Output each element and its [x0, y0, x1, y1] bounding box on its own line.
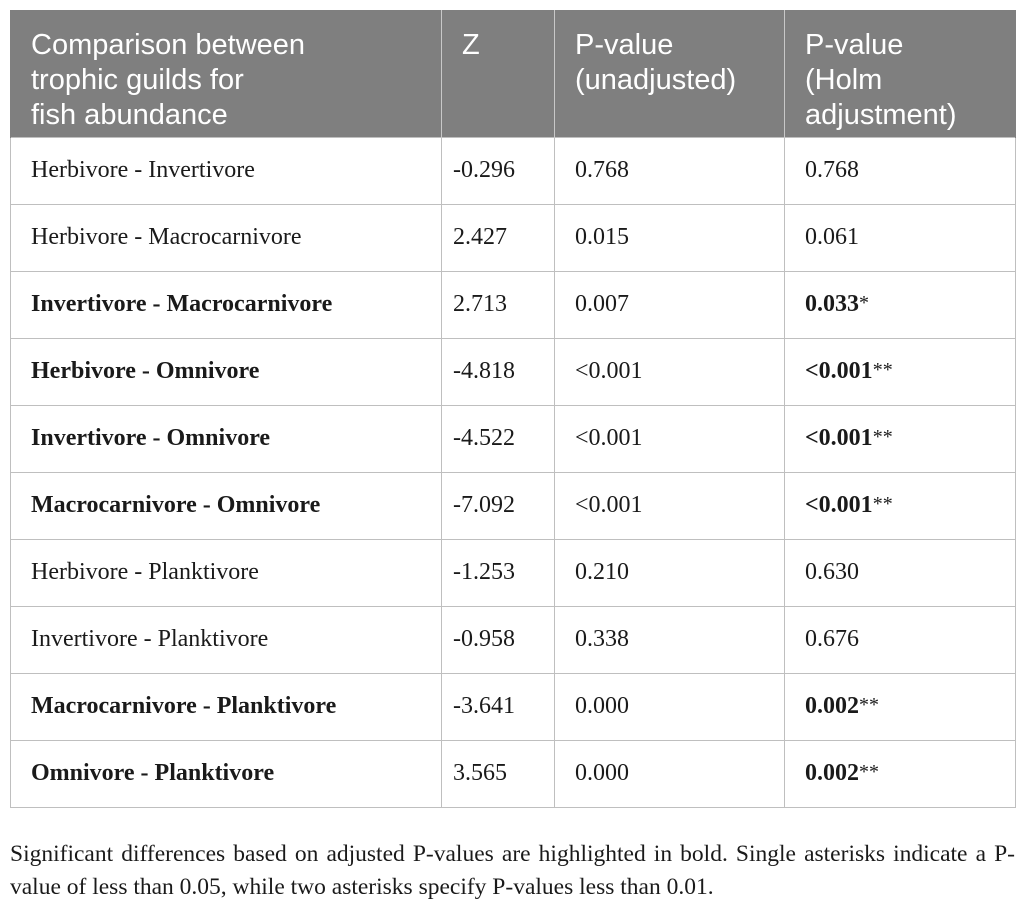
p-holm-value: 0.768 — [805, 157, 859, 183]
header-line: fish abundance — [31, 99, 228, 131]
p-holm-value: 0.676 — [805, 626, 859, 652]
cell-comparison: Invertivore - Macrocarnivore — [11, 271, 442, 338]
p-holm-value: <0.001 — [805, 358, 873, 384]
table-row — [11, 137, 1016, 204]
table-row — [11, 271, 1016, 338]
cell-p-unadjusted: <0.001 — [555, 405, 785, 472]
cell-p-holm — [785, 472, 1016, 539]
header-row — [11, 10, 1016, 137]
p-holm-value: 0.033 — [805, 291, 859, 317]
cell-z: 2.713 — [442, 271, 555, 338]
cell-p-holm — [785, 204, 1016, 271]
table-row — [11, 204, 1016, 271]
significance-asterisks: ** — [872, 493, 893, 515]
cell-comparison: Invertivore - Omnivore — [11, 405, 442, 472]
cell-z: 2.427 — [442, 204, 555, 271]
table-row — [11, 405, 1016, 472]
table-row — [11, 740, 1016, 807]
cell-p-unadjusted: 0.000 — [555, 673, 785, 740]
cell-p-unadjusted: <0.001 — [555, 472, 785, 539]
significance-asterisks: ** — [859, 761, 879, 783]
header-line: P-value — [805, 29, 904, 61]
cell-p-unadjusted: 0.015 — [555, 204, 785, 271]
significance-asterisks: ** — [859, 694, 879, 716]
cell-z: -3.641 — [442, 673, 555, 740]
table-row — [11, 338, 1016, 405]
p-holm-value: 0.630 — [805, 559, 859, 585]
header-line: adjustment) — [805, 99, 957, 131]
cell-z: -4.522 — [442, 405, 555, 472]
cell-p-holm — [785, 137, 1016, 204]
cell-p-unadjusted: 0.007 — [555, 271, 785, 338]
cell-z: -0.296 — [442, 137, 555, 204]
cell-p-unadjusted: 0.000 — [555, 740, 785, 807]
cell-p-holm — [785, 539, 1016, 606]
cell-z: -0.958 — [442, 606, 555, 673]
header-line: Z — [462, 29, 480, 61]
cell-p-holm — [785, 740, 1016, 807]
header-p-holm — [785, 10, 1016, 137]
p-holm-value: 0.061 — [805, 224, 859, 250]
cell-comparison: Herbivore - Macrocarnivore — [11, 204, 442, 271]
p-holm-value: 0.002 — [805, 693, 859, 719]
cell-z: -1.253 — [442, 539, 555, 606]
cell-comparison: Omnivore - Planktivore — [11, 740, 442, 807]
cell-comparison: Macrocarnivore - Omnivore — [11, 472, 442, 539]
cell-p-holm — [785, 673, 1016, 740]
table-row — [11, 472, 1016, 539]
p-holm-value: 0.002 — [805, 760, 859, 786]
cell-p-unadjusted: 0.338 — [555, 606, 785, 673]
cell-z: -4.818 — [442, 338, 555, 405]
table-header — [11, 10, 1016, 137]
results-table-container — [10, 10, 1015, 808]
header-p-unadjusted — [555, 10, 785, 137]
significance-asterisks: * — [859, 292, 869, 314]
table-footnote: Significant differences based on adjusted P-values are highlighted in bold. Single asterisks indicate a P-value of less than 0.05, while two asterisks specify P-values less than 0.01. — [10, 841, 1015, 900]
header-comparison — [11, 10, 442, 137]
cell-p-unadjusted: 0.768 — [555, 137, 785, 204]
significance-asterisks: ** — [872, 426, 893, 448]
cell-comparison: Herbivore - Omnivore — [11, 338, 442, 405]
cell-z: -7.092 — [442, 472, 555, 539]
cell-p-holm — [785, 606, 1016, 673]
header-line: Comparison between — [31, 29, 306, 61]
pairwise-comparison-table — [10, 10, 1016, 808]
cell-p-unadjusted: 0.210 — [555, 539, 785, 606]
header-line: P-value — [575, 29, 674, 61]
table-row — [11, 539, 1016, 606]
cell-comparison: Invertivore - Planktivore — [11, 606, 442, 673]
cell-p-unadjusted: <0.001 — [555, 338, 785, 405]
cell-p-holm — [785, 405, 1016, 472]
cell-comparison: Herbivore - Invertivore — [11, 137, 442, 204]
header-line: trophic guilds for — [31, 64, 244, 96]
header-line: (Holm — [805, 64, 883, 96]
table-row — [11, 673, 1016, 740]
significance-asterisks: ** — [872, 359, 893, 381]
table-row — [11, 606, 1016, 673]
header-line: (unadjusted) — [575, 64, 737, 96]
header-z — [442, 10, 555, 137]
cell-p-holm — [785, 338, 1016, 405]
cell-comparison: Herbivore - Planktivore — [11, 539, 442, 606]
cell-comparison: Macrocarnivore - Planktivore — [11, 673, 442, 740]
cell-p-holm — [785, 271, 1016, 338]
p-holm-value: <0.001 — [805, 425, 873, 451]
cell-z: 3.565 — [442, 740, 555, 807]
p-holm-value: <0.001 — [805, 492, 873, 518]
table-body — [11, 137, 1016, 807]
